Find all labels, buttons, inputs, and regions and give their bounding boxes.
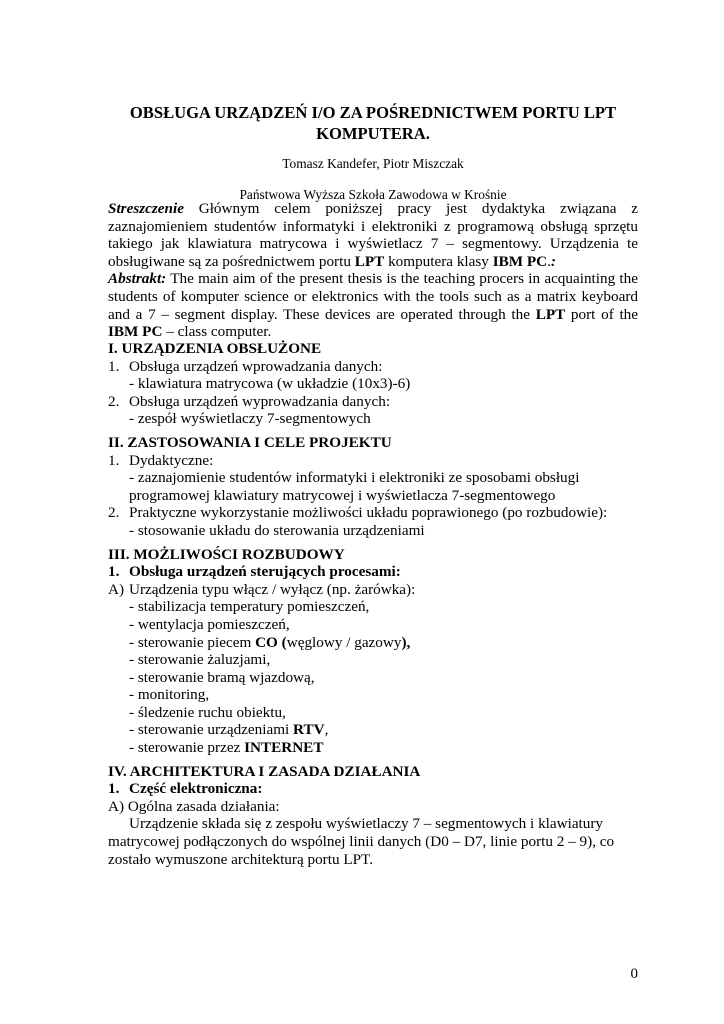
list-subitem: programowej klawiatury matrycowej i wyświetlacza 7-segmentowego [129,486,556,504]
list-subitem: - monitoring, [129,686,210,704]
list-subitem: - sterowanie bramą wjazdową, [129,668,315,686]
list-subitem: - zespół wyświetlaczy 7-segmentowych [129,410,371,428]
list-subitem: - wentylacja pomieszczeń, [129,615,290,633]
list-subitem: - zaznajomienie studentów informatyki i elektroniki ze sposobami obsługi [129,469,580,487]
title-line-2: KOMPUTERA. [316,124,430,143]
abstract-pl-label: Streszczenie [108,200,184,217]
list-item: 2. Praktyczne wykorzystanie możliwości układu poprawionego (po rozbudowie): [108,504,608,522]
paragraph-label: A) Ogólna zasada działania: [108,797,280,815]
authors: Tomasz Kandefer, Piotr Miszczak [282,156,464,171]
list-subitem: - stosowanie układu do sterowania urządzeniami [129,521,425,539]
document-title [108,102,638,144]
list-item: 2. Obsługa urządzeń wyprowadzania danych: [108,392,391,410]
list-subitem: - klawiatura matrycowa (w układzie (10x3)-6) [129,375,411,393]
abstract-en: Abstrakt: The main aim of the present thesis is the teaching procers in acquainting the students of komputer science or elektronics with the tools such as a matrix keyboard and a 7 – segment display. These devices are operated through the LPT port of the IBM PC – class computer. [108,270,638,341]
list-subitem: - sterowanie piecem CO (węglowy / gazowy), [129,633,411,651]
list-subitem: - sterowanie przez INTERNET [129,739,324,757]
section-heading-2: II. ZASTOSOWANIA I CELE PROJEKTU [108,433,392,451]
subsection-heading: 1. Część elektroniczna: [108,780,263,798]
list-subitem: - sterowanie żaluzjami, [129,651,271,669]
subsection-heading: 1. Obsługa urządzeń sterujących procesami: [108,563,401,581]
list-subitem: - sterowanie urządzeniami RTV, [129,721,329,739]
section-heading-4: IV. ARCHITEKTURA I ZASADA DZIAŁANIA [108,762,421,780]
paragraph-line: zostało wymuszone architekturą portu LPT. [108,850,374,868]
affiliation: Państwowa Wyższa Szkoła Zawodowa w Krośnie [239,187,507,202]
section-heading-1: I. URZĄDZENIA OBSŁUŻONE [108,340,322,357]
abstract-pl: Streszczenie Głównym celem poniższej pracy jest dydaktyka związana z zaznajomieniem studentów informatyki i elektroniki z programową obsługą sprzętu takiego jak klawiatura matrycowa i wyświetlacz 7 – segmentowy. Urządzenia te obsługiwane są za pośrednictwem portu LPT komputera klasy IBM PC.: [108,200,638,270]
list-item: 1. Dydaktyczne: [108,451,214,469]
page-number: 0 [630,966,638,982]
document-body [108,340,638,868]
section-heading-3: III. MOŻLIWOŚCI ROZBUDOWY [108,545,345,563]
list-subitem: - stabilizacja temperatury pomieszczeń, [129,598,370,616]
list-item: 1. Obsługa urządzeń wprowadzania danych: [108,357,383,375]
paragraph-line: matrycowej podłączonych do wspólnej linii danych (D0 – D7, linie portu 2 – 9), co [108,833,615,851]
abstract-en-label: Abstrakt: [108,270,167,288]
list-subitem: - śledzenie ruchu obiektu, [129,703,286,721]
paragraph-line: Urządzenie składa się z zespołu wyświetlaczy 7 – segmentowych i klawiatury [129,815,604,833]
abstract-block [108,200,638,341]
list-item: A) Urządzenia typu włącz / wyłącz (np. żarówka): [108,580,416,598]
title-line-1: OBSŁUGA URZĄDZEŃ I/O ZA POŚREDNICTWEM PORTU LPT [129,103,617,122]
